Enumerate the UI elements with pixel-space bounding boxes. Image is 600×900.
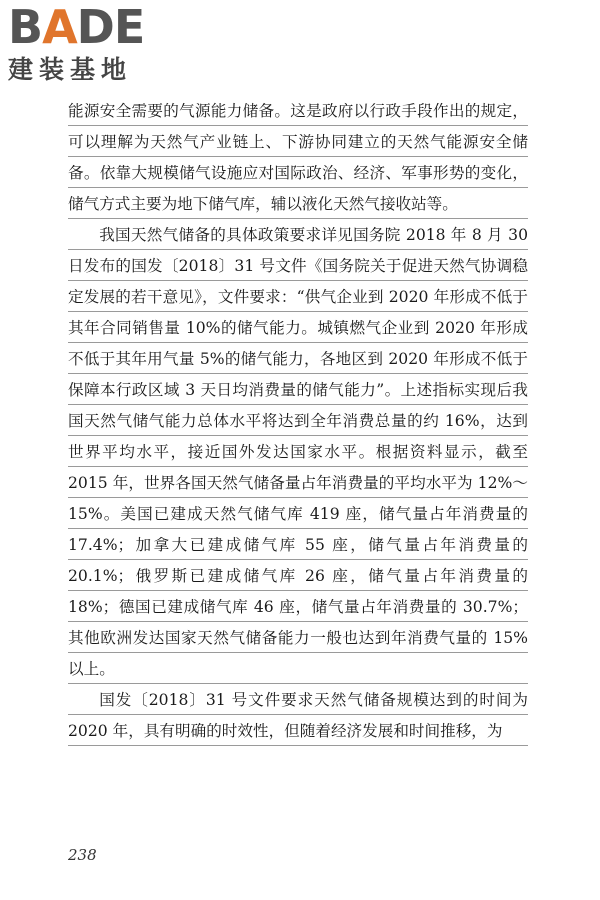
logo-wordmark bbox=[8, 2, 178, 52]
paragraph-timeframe: 国发〔2018〕31 号文件要求天然气储备规模达到的时间为 2020 年，具有明确的时效性，但随着经济发展和时间推移，为 bbox=[68, 685, 528, 747]
logo-letters-de: DE bbox=[76, 0, 145, 54]
logo-letter-a-accent: A bbox=[42, 0, 77, 54]
page-number: 238 bbox=[68, 846, 97, 864]
paragraph-policy-details: 我国天然气储备的具体政策要求详见国务院 2018 年 8 月 30 日发布的国发〔2018〕31 号文件《国务院关于促进天然气协调稳定发展的若干意见》，文件要求：“供气企业到 2020 年形成不低于其年合同销售量 10%的储气能力。城镇燃气企业到 2020 年形成不低于其年用气量 5%的储气能力，各地区到 2020 年形成不低于保障本行政区域 3 天日均消费量的储气能力”。上述指标实现后我国天然气储气能力总体水平将达到全年消费总量的约 16%，达到世界平均水平，接近国外发达国家水平。根据资料显示，截至 2015 年，世界各国天然气储备量占年消费量的平均水平为 12%～15%。美国已建成天然气储气库 419 座，储气量占年消费量的 17.4%；加拿大已建成储气库 55 座，储气量占年消费量的 20.1%；俄罗斯已建成储气库 26 座，储气量占年消费量的 18%；德国已建成储气库 46 座，储气量占年消费量的 30.7%；其他欧洲发达国家天然气储备能力一般也达到年消费气量的 15%以上。 bbox=[68, 220, 528, 685]
page-body bbox=[68, 96, 528, 747]
paragraph-continuation: 能源安全需要的气源能力储备。这是政府以行政手段作出的规定，可以理解为天然气产业链上、下游协同建立的天然气能源安全储备。依靠大规模储气设施应对国际政治、经济、军事形势的变化，储气方式主要为地下储气库，辅以液化天然气接收站等。 bbox=[68, 96, 528, 220]
logo-letter-b: B bbox=[8, 0, 43, 54]
logo-subtitle: 建装基地 bbox=[8, 55, 133, 84]
bade-logo bbox=[8, 2, 178, 88]
